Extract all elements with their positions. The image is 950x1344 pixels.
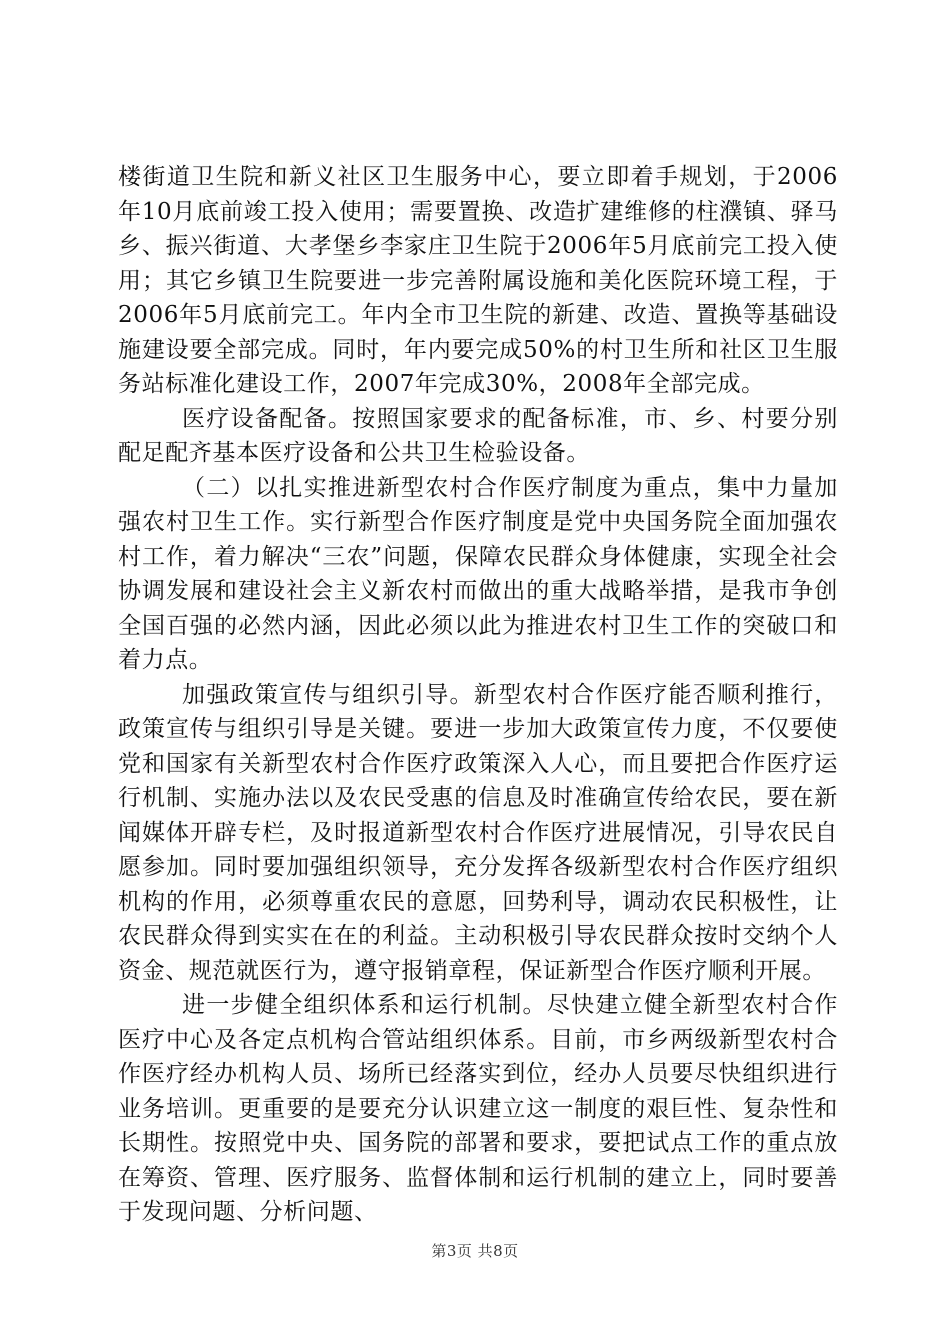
document-body (118, 160, 838, 1230)
paragraph-5: 进一步健全组织体系和运行机制。尽快建立健全新型农村合作医疗中心及各定点机构合管站组织体系。目前，市乡两级新型农村合作医疗经办机构人员、场所已经落实到位，经办人员要尽快组织进行业务培训。更重要的是要充分认识建立这一制度的艰巨性、复杂性和长期性。按照党中央、国务院的部署和要求，要把试点工作的重点放在筹资、管理、医疗服务、监督体制和运行机制的建立上，同时要善于发现问题、分析问题、 (118, 992, 838, 1225)
paragraph-3: （二）以扎实推进新型农村合作医疗制度为重点，集中力量加强农村卫生工作。实行新型合作医疗制度是党中央国务院全面加强农村工作，着力解决“三农”问题，保障农民群众身体健康，实现全社会协调发展和建设社会主义新农村而做出的重大战略举措，是我市争创全国百强的必然内涵，因此必须以此为推进农村卫生工作的突破口和着力点。 (118, 474, 838, 673)
paragraph-2: 医疗设备配备。按照国家要求的配备标准，市、乡、村要分别配足配齐基本医疗设备和公共卫生检验设备。 (118, 405, 838, 466)
paragraph-4: 加强政策宣传与组织引导。新型农村合作医疗能否顺利推行，政策宣传与组织引导是关键。要进一步加大政策宣传力度，不仅要使党和国家有关新型农村合作医疗政策深入人心，而且要把合作医疗运行机制、实施办法以及农民受惠的信息及时准确宣传给农民，要在新闻媒体开辟专栏，及时报道新型农村合作医疗进展情况，引导农民自愿参加。同时要加强组织领导，充分发挥各级新型农村合作医疗组织机构的作用，必须尊重农民的意愿，回势利导，调动农民积极性，让农民群众得到实实在在的利益。主动积极引导农民群众按时交纳个人资金、规范就医行为，遵守报销章程，保证新型合作医疗顺利开展。 (118, 681, 838, 984)
page-number-footer: 第3页 共8页 (431, 1242, 519, 1260)
paragraph-1: 楼街道卫生院和新义社区卫生服务中心，要立即着手规划，于2006年10月底前竣工投入使用；需要置换、改造扩建维修的柱濮镇、驿马乡、振兴街道、大孝堡乡李家庄卫生院于2006年5月底前完工投入使用；其它乡镇卫生院要进一步完善附属设施和美化医院环境工程，于2006年5月底前完工。年内全市卫生院的新建、改造、置换等基础设施建设要全部完成。同时，年内要完成50%的村卫生所和社区卫生服务站标准化建设工作，2007年完成30%，2008年全部完成。 (118, 164, 838, 397)
